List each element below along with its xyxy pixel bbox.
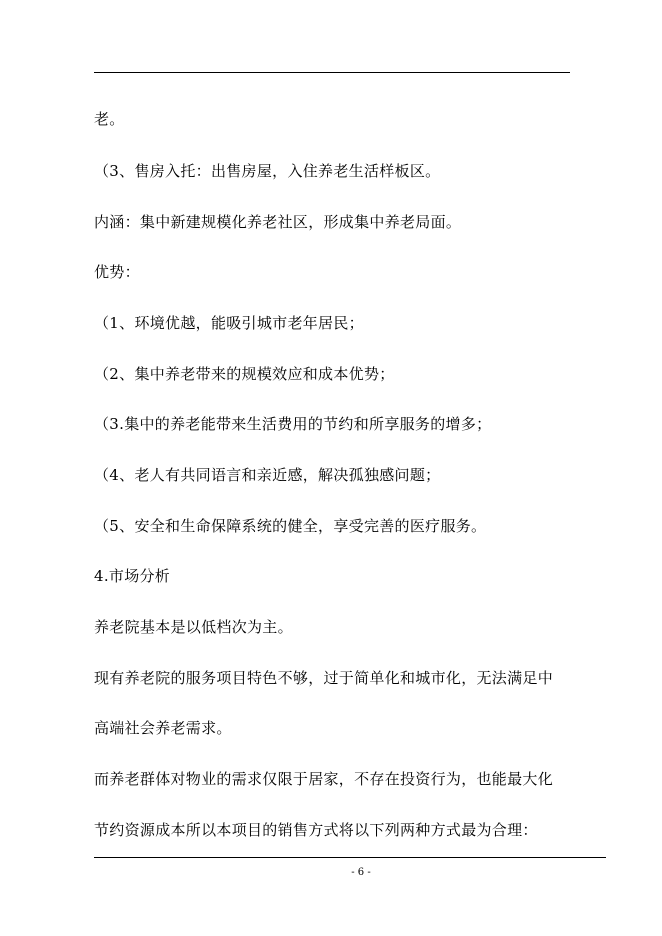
section-heading: 4.市场分析 <box>94 567 171 585</box>
page-number: - 6 - <box>351 867 371 878</box>
text-line-11: 养老院基本是以低档次为主。 <box>94 618 293 636</box>
text-line-1: 老。 <box>94 110 125 128</box>
text-line-15: 节约资源成本所以本项目的销售方式将以下列两种方式最为合理： <box>94 821 538 839</box>
text-line-5: （1、环境优越，能吸引城市老年居民； <box>94 314 364 332</box>
text-line-4: 优势： <box>94 263 140 281</box>
text-line-2: （3、售房入托：出售房屋，入住养老生活样板区。 <box>94 162 441 180</box>
text-line-8: （4、老人有共同语言和亲近感，解决孤独感问题； <box>94 466 441 484</box>
text-line-6: （2、集中养老带来的规模效应和成本优势； <box>94 365 395 383</box>
text-line-12: 现有养老院的服务项目特色不够，过于简单化和城市化，无法满足中 <box>94 669 554 687</box>
text-line-3: 内涵：集中新建规模化养老社区，形成集中养老局面。 <box>94 213 462 231</box>
text-line-7: （3.集中的养老能带来生活费用的节约和所享服务的增多； <box>94 415 492 433</box>
text-line-9: （5、安全和生命保障系统的健全，享受完善的医疗服务。 <box>94 517 487 535</box>
text-line-13: 高端社会养老需求。 <box>94 719 232 737</box>
header-rule <box>94 72 570 73</box>
text-line-14: 而养老群体对物业的需求仅限于居家，不存在投资行为，也能最大化 <box>94 770 554 788</box>
footer-rule <box>94 857 606 858</box>
